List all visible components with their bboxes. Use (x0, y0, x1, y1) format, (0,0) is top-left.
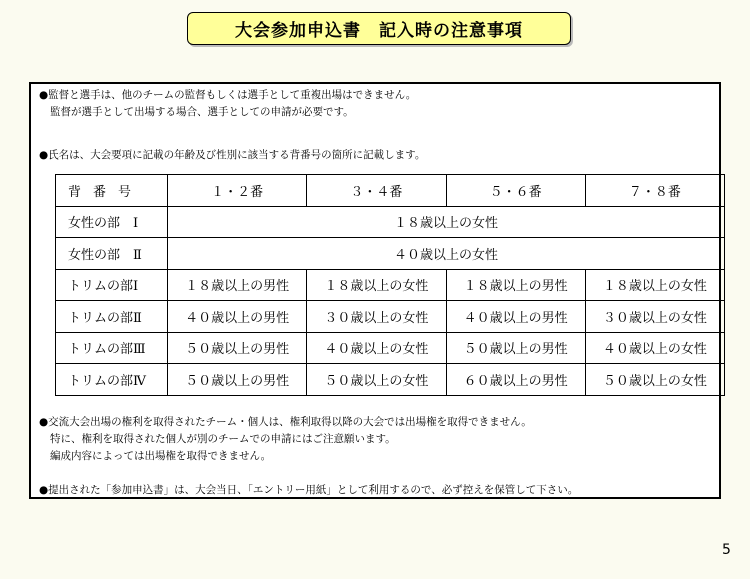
row-label: トリムの部Ⅲ (56, 332, 168, 364)
row-label: トリムの部Ⅳ (56, 364, 168, 396)
table-row (56, 269, 725, 301)
note-text: 特に、権利を取得された個人が別のチームでの申請にはご注意願います。 (50, 433, 396, 445)
table-cell: ６０歳以上の男性 (446, 364, 585, 396)
row-label: トリムの部Ⅰ (56, 269, 168, 301)
table-row (56, 238, 725, 270)
table-cell: １８歳以上の女性 (585, 269, 724, 301)
table-header-cell: ３・４番 (307, 175, 446, 207)
row-label: トリムの部Ⅱ (56, 301, 168, 333)
table-header-cell: ７・８番 (585, 175, 724, 207)
table-cell: １８歳以上の女性 (168, 206, 725, 238)
table-cell: ５０歳以上の男性 (168, 364, 307, 396)
table-cell: ３０歳以上の女性 (585, 301, 724, 333)
note-text: 監督が選手として出場する場合、選手としての申請が必要です。 (50, 106, 354, 118)
table-cell: ４０歳以上の女性 (585, 332, 724, 364)
note-text: ●交流大会出場の権利を取得されたチーム・個人は、権利取得以降の大会では出場権を取得できません。 (39, 416, 532, 428)
table-cell: ５０歳以上の女性 (307, 364, 446, 396)
table-cell: １８歳以上の男性 (446, 269, 585, 301)
table-cell: ４０歳以上の男性 (168, 301, 307, 333)
row-label: 女性の部 Ⅰ (56, 206, 168, 238)
table-cell: ３０歳以上の女性 (307, 301, 446, 333)
note-text: 編成内容によっては出場権を取得できません。 (50, 450, 272, 462)
table-cell: ５０歳以上の男性 (446, 332, 585, 364)
note-text: ●氏名は、大会要項に記載の年齢及び性別に該当する背番号の箇所に記載します。 (39, 149, 426, 161)
page-number: 5 (722, 542, 731, 558)
table-cell: ５０歳以上の女性 (585, 364, 724, 396)
page-title (187, 12, 571, 45)
table-cell: １８歳以上の男性 (168, 269, 307, 301)
notes-panel (29, 82, 721, 499)
table-header-cell: ５・６番 (446, 175, 585, 207)
table-row (56, 301, 725, 333)
table-header-cell: 背番号 (56, 175, 168, 207)
note-submission (39, 482, 578, 499)
row-label: 女性の部 Ⅱ (56, 238, 168, 270)
page-title-text: 大会参加申込書 記入時の注意事項 (235, 21, 523, 41)
table-row (56, 364, 725, 396)
table-header-row (56, 175, 725, 207)
table-row (56, 332, 725, 364)
table-row (56, 206, 725, 238)
note-qualification (39, 414, 532, 465)
category-table (55, 174, 725, 396)
note-duplicate-entry (39, 87, 416, 121)
note-text: ●監督と選手は、他のチームの監督もしくは選手として重複出場はできません。 (39, 89, 417, 101)
note-text: ●提出された「参加申込書」は、大会当日、「エントリー用紙」として利用するので、必ず控えを保管して下さい。 (39, 484, 579, 496)
table-header-cell: １・２番 (168, 175, 307, 207)
table-cell: ４０歳以上の女性 (168, 238, 725, 270)
table-cell: ５０歳以上の男性 (168, 332, 307, 364)
table-cell: ４０歳以上の女性 (307, 332, 446, 364)
note-name-entry (39, 147, 425, 164)
table-cell: １８歳以上の女性 (307, 269, 446, 301)
table-cell: ４０歳以上の男性 (446, 301, 585, 333)
